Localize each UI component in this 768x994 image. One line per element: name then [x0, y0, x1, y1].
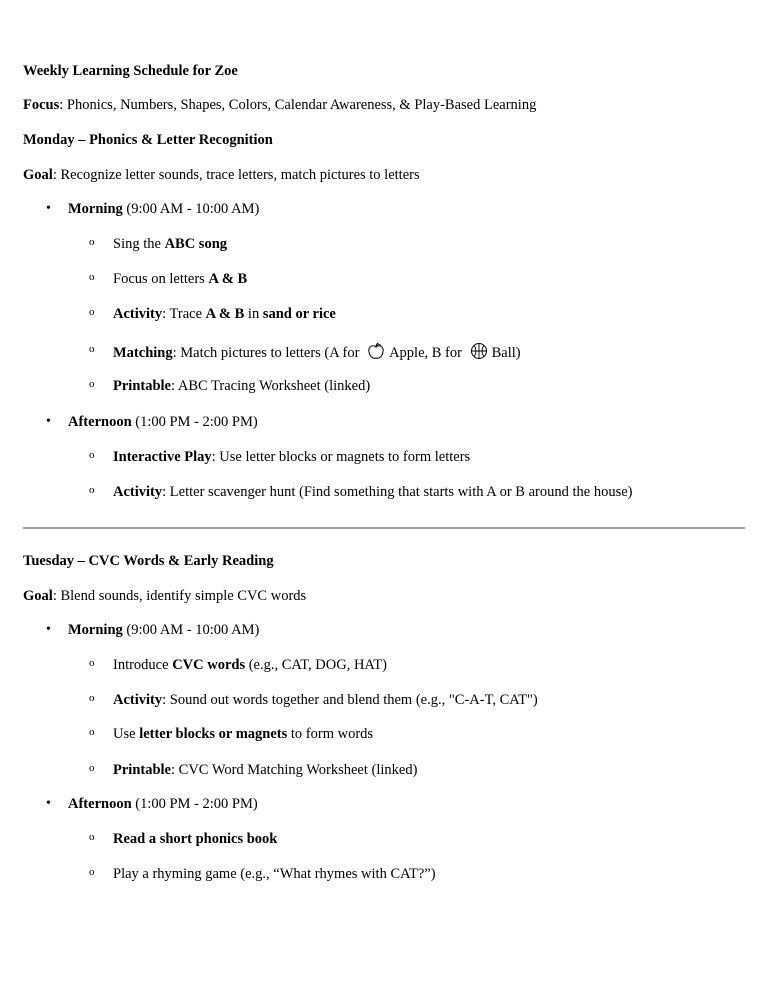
list-item — [113, 235, 227, 253]
tuesday-afternoon — [68, 795, 258, 813]
item-text: (e.g., CAT, DOG, HAT) — [245, 657, 387, 673]
item-text: : ABC Tracing Worksheet (linked) — [171, 378, 371, 394]
item-text: : Match pictures to letters (A for — [172, 345, 364, 361]
bullet-disc: • — [46, 414, 51, 429]
focus-line — [23, 96, 536, 114]
tuesday-goal — [23, 587, 306, 605]
section-divider — [23, 527, 745, 529]
item-text: to form words — [287, 726, 374, 742]
item-bold: A & B — [205, 306, 245, 322]
afternoon-time: (1:00 PM - 2:00 PM) — [131, 414, 258, 430]
item-text: Apple, B for — [389, 345, 466, 361]
list-item — [113, 761, 417, 779]
list-item — [113, 691, 538, 709]
item-text: : Letter scavenger hunt (Find something that starts with A or B around the house) — [162, 484, 633, 500]
monday-goal — [23, 166, 420, 184]
bullet-circle: o — [89, 449, 95, 461]
afternoon-time: (1:00 PM - 2:00 PM) — [131, 796, 258, 812]
item-label: Interactive Play — [113, 449, 212, 465]
morning-time: (9:00 AM - 10:00 AM) — [122, 201, 260, 217]
list-item — [113, 342, 521, 365]
goal-label: Goal — [23, 167, 53, 183]
basketball-icon — [470, 342, 488, 365]
bullet-circle: o — [89, 378, 95, 390]
list-item — [113, 830, 277, 848]
morning-label: Morning — [68, 622, 123, 638]
list-item — [113, 725, 373, 743]
item-text: : Sound out words together and blend them (e.g., "C-A-T, CAT") — [162, 692, 538, 708]
afternoon-label: Afternoon — [68, 796, 132, 812]
item-bold: CVC words — [172, 657, 246, 673]
monday-heading: Monday – Phonics & Letter Recognition — [23, 132, 273, 148]
item-label: Activity — [113, 692, 163, 708]
list-item — [113, 483, 632, 501]
tuesday-heading: Tuesday – CVC Words & Early Reading — [23, 553, 274, 569]
bullet-circle: o — [89, 692, 95, 704]
list-item — [113, 377, 370, 395]
bullet-disc: • — [46, 796, 51, 811]
monday-morning — [68, 200, 259, 218]
focus-text: : Phonics, Numbers, Shapes, Colors, Calendar Awareness, & Play-Based Learning — [59, 97, 537, 113]
list-item — [113, 448, 470, 466]
item-bold: Read a short phonics book — [113, 831, 278, 847]
item-text: Use — [113, 726, 140, 742]
page-title: Weekly Learning Schedule for Zoe — [23, 63, 238, 79]
item-bold: letter blocks or magnets — [139, 726, 288, 742]
bullet-circle: o — [89, 762, 95, 774]
apple-icon — [367, 342, 385, 365]
bullet-disc: • — [46, 622, 51, 637]
item-text: : Use letter blocks or magnets to form letters — [211, 449, 471, 465]
bullet-disc: • — [46, 201, 51, 216]
afternoon-label: Afternoon — [68, 414, 132, 430]
item-text: Focus on letters — [113, 271, 209, 287]
bullet-circle: o — [89, 343, 95, 355]
item-text: : Trace — [162, 306, 206, 322]
bullet-circle: o — [89, 726, 95, 738]
item-bold: ABC song — [164, 236, 228, 252]
item-bold: A & B — [208, 271, 248, 287]
item-text: Sing the — [113, 236, 165, 252]
list-item — [113, 656, 387, 674]
goal-text: : Blend sounds, identify simple CVC words — [52, 588, 307, 604]
tuesday-morning — [68, 621, 259, 639]
bullet-circle: o — [89, 484, 95, 496]
list-item — [113, 270, 247, 288]
item-text: Play a rhyming game (e.g., “What rhymes with CAT?”) — [113, 866, 436, 882]
list-item — [113, 305, 336, 323]
item-label: Activity — [113, 306, 163, 322]
goal-label: Goal — [23, 588, 53, 604]
bullet-circle: o — [89, 866, 95, 878]
item-label: Activity — [113, 484, 163, 500]
bullet-circle: o — [89, 306, 95, 318]
morning-time: (9:00 AM - 10:00 AM) — [122, 622, 260, 638]
item-bold: sand or rice — [262, 306, 336, 322]
focus-label: Focus — [23, 97, 60, 113]
bullet-circle: o — [89, 236, 95, 248]
item-text: Ball) — [491, 345, 521, 361]
bullet-circle: o — [89, 831, 95, 843]
bullet-circle: o — [89, 657, 95, 669]
bullet-circle: o — [89, 271, 95, 283]
monday-afternoon — [68, 413, 258, 431]
item-label: Printable — [113, 762, 171, 778]
item-label: Matching — [113, 345, 173, 361]
item-text: Introduce — [113, 657, 173, 673]
item-label: Printable — [113, 378, 171, 394]
item-text: in — [244, 306, 263, 322]
list-item — [113, 865, 436, 883]
item-text: : CVC Word Matching Worksheet (linked) — [171, 762, 418, 778]
goal-text: : Recognize letter sounds, trace letters, match pictures to letters — [52, 167, 420, 183]
morning-label: Morning — [68, 201, 123, 217]
